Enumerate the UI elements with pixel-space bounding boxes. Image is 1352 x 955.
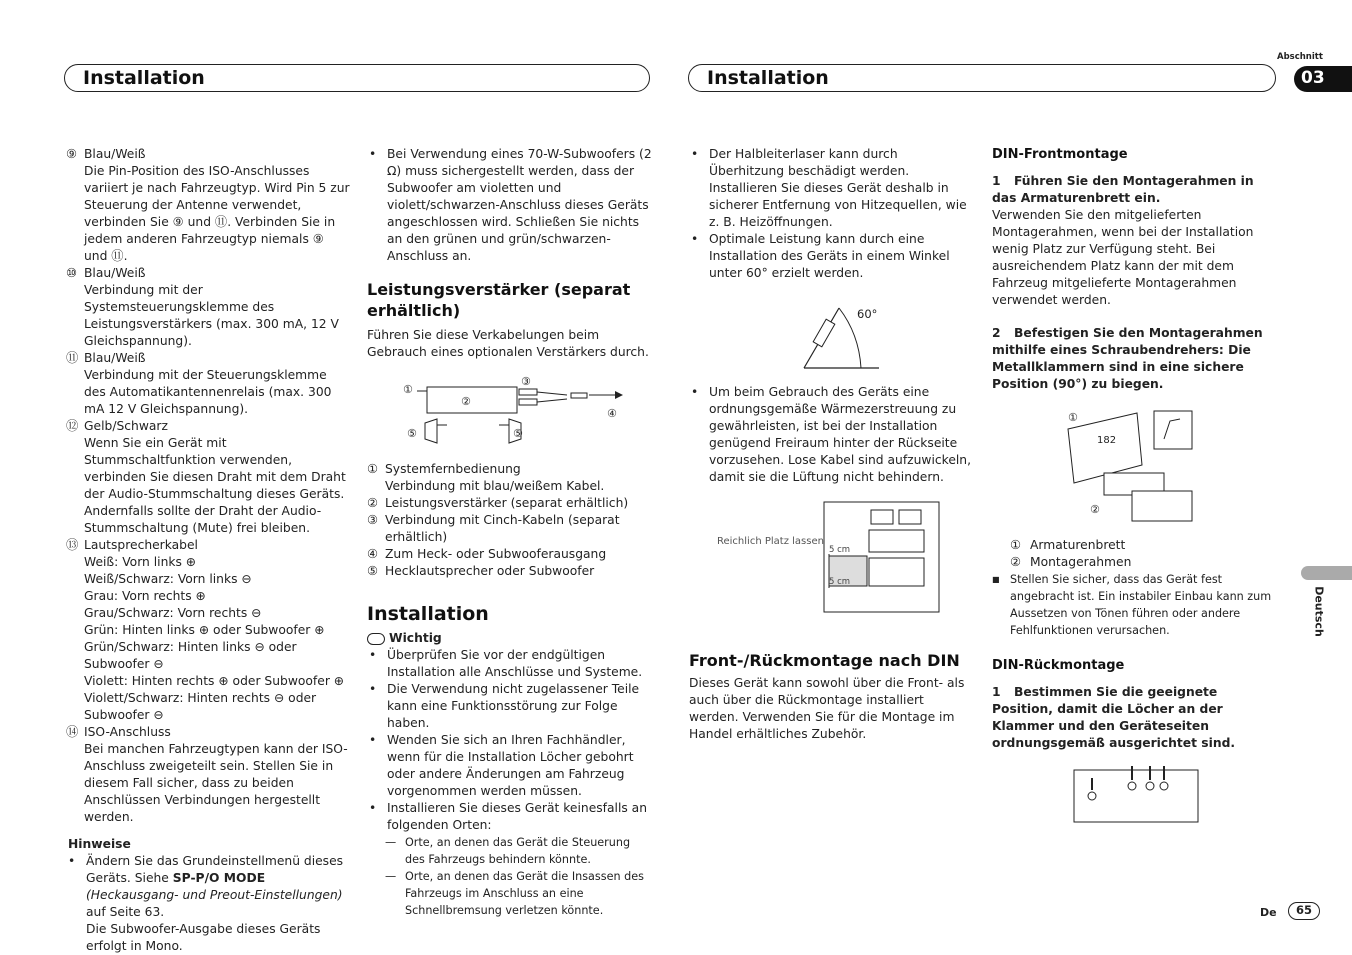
side-language-tab (1301, 566, 1352, 580)
pin-item (66, 146, 350, 265)
legend-number: ① (367, 462, 379, 476)
iso-text: Bei manchen Fahrzeugtypen kann der ISO-Anschluss zweigeteilt sein. Stellen Sie in diesem Fall sicher, dass zu beiden Anschlüssen Verbindungen hergestellt werden. (84, 742, 348, 824)
speaker-line: Violett/Schwarz: Hinten rechts ⊖ oder Subwoofer ⊖ (84, 691, 317, 722)
cm-label-1: 5 cm (829, 545, 851, 555)
right-header-bar (688, 64, 1276, 92)
front-mount-heading: DIN-Frontmontage (992, 147, 1128, 162)
important-label: Wichtig (389, 631, 442, 645)
fig-label-1: ① (1068, 411, 1078, 424)
legend-text: Leistungsverstärker (separat erhältlich) (385, 496, 629, 510)
rca-plug-1 (519, 389, 537, 395)
frame-legend-item (992, 537, 1279, 554)
speaker-left (425, 419, 437, 443)
screw-hole-2 (1128, 782, 1136, 790)
legend-item (367, 546, 652, 563)
pin-title: Gelb/Schwarz (84, 419, 168, 433)
legend-item (367, 563, 652, 580)
vent-left (871, 510, 893, 524)
unit-outline (813, 319, 835, 347)
legend-number: ⑤ (367, 564, 379, 578)
angle-diagram (689, 294, 974, 374)
column-2 (367, 146, 652, 919)
screw-hole-4 (1160, 782, 1168, 790)
rca-plug-2 (519, 399, 537, 405)
legend-item (367, 461, 652, 495)
section-number: 03 (1301, 68, 1325, 88)
install-bullet: • Wenden Sie sich an Ihren Fachhändler, wenn für die Installation Löcher gebohrt oder andere Änderungen am Fahrzeug vorgenommen werden müssen. (367, 732, 652, 800)
unit-box (1132, 491, 1192, 521)
legend-text: Hecklautsprecher oder Subwoofer (385, 564, 595, 578)
frame-legend-number: ② (1010, 555, 1022, 569)
control-strip (869, 530, 924, 552)
heat-bullet: • Um beim Gebrauch des Geräts eine ordnungsgemäße Wärmezerstreuung zu gewährleisten, ist bei der Installation genügend Freiraum hinter der Rückseite vorzusehen. Lose Kabel sind aufzuwickeln, damit sie die Lüftung nicht behindern. (689, 384, 974, 486)
frame-text: 182 (1097, 435, 1117, 446)
page-number-badge (1288, 902, 1320, 920)
speaker-cable-title: Lautsprecherkabel (84, 538, 198, 552)
section-label: Abschnitt (1277, 52, 1323, 62)
right-header-title: Installation (707, 67, 829, 89)
install-bullet: • Überprüfen Sie vor der endgültigen Installation alle Anschlüsse und Systeme. (367, 647, 652, 681)
legend-number: ④ (367, 547, 379, 561)
location-dash-item: — Orte, an denen das Gerät die Insassen des Fahrzeugs im Anschluss an eine Schnellbremsung verletzen könnte. (367, 868, 652, 919)
column-1 (66, 146, 350, 955)
pin-text: Verbindung mit der Systemsteuerungsklemme des Leistungsverstärkers (max. 300 mA, 12 V Gleichspannung). (84, 283, 339, 348)
installation-heading: Installation (367, 603, 489, 625)
column-3 (689, 146, 974, 743)
legend-number: ③ (367, 513, 379, 527)
angle-label: 60° (857, 307, 878, 321)
amp-intro: Führen Sie diese Verkabelungen beim Gebrauch eines optionalen Verstärkers durch. (367, 328, 649, 359)
pin-text: Verbindung mit der Steuerungsklemme des Automatikantennenrelais (max. 300 mA 12 V Gleichspannung). (84, 368, 332, 416)
side-language-label: Deutsch (1312, 586, 1326, 637)
pin-title: Blau/Weiß (84, 266, 146, 280)
vent-right (899, 510, 921, 524)
legend-text: Systemfernbedienung (385, 462, 521, 476)
pin-item (66, 265, 350, 350)
pin-text: Die Pin-Position des ISO-Anschlusses variiert je nach Fahrzeugtyp. Wird Pin 5 zur Steuerung der Antenne verwendet, verbinden Sie ⑨ und ⑪. Verbinden Sie in jedem anderen Fahrzeugtyp niemals ⑨ und ⑪. (84, 164, 350, 263)
mount-note: ■ Stellen Sie sicher, dass das Gerät fest angebracht ist. Ein instabiler Einbau kann zum Aussetzen von Tönen führen oder andere Fehlfunktionen verursachen. (992, 571, 1279, 639)
left-header-title: Installation (83, 67, 205, 89)
left-header-bar (64, 64, 650, 92)
step-1-text: Verwenden Sie den mitgelieferten Montagerahmen, wenn bei der Installation wenig Platz zur Verfügung steht. Bei ausreichendem Platz kann der mit dem Fahrzeug mitgelieferte Montagerahmen verwendet werden. (992, 208, 1254, 307)
speaker-cable-item: ⑬ Lautsprecherkabel Weiß: Vorn links ⊕ Weiß/Schwarz: Vorn links ⊖ Grau: Vorn rechts ⊕ Grau/Schwarz: Vorn rechts ⊖ Grün: Hinten links ⊕ oder Subwoofer ⊕ Grün/Schwarz: Hinten links ⊖ oder Subwoofer ⊖ Violett: Hinten rechts ⊕ oder Subwoofer ⊕ Violett/Schwarz: Hinten rechts ⊖ oder Subwoofer ⊖ (66, 537, 350, 724)
iso-title: ISO-Anschluss (84, 725, 171, 739)
amp-heading: Leistungsverstärker (separat erhältlich) (367, 280, 631, 320)
footer-lang: De (1260, 906, 1277, 919)
dashboard-diagram (689, 496, 974, 626)
step-2: 2 Befestigen Sie den Montagerahmen mithilfe eines Schraubendrehers: Die Metallklammern sind in eine sichere Position (90°) zu biegen. (992, 326, 1263, 391)
speaker-line: Violett: Hinten rechts ⊕ oder Subwoofer ⊕ (84, 674, 345, 688)
speaker-line: Weiß/Schwarz: Vorn links ⊖ (84, 572, 252, 586)
diagram-label-5b: ⑤ (513, 427, 523, 440)
screw-hole-3 (1146, 782, 1154, 790)
important-icon (367, 633, 385, 645)
subwoofer-bullet: • Bei Verwendung eines 70-W-Subwoofers (2 Ω) muss sichergestellt werden, dass der Subwoofer am violetten und violett/schwarzen-Anschluss dieses Geräts angeschlossen wird. Schließen Sie nichts an den grünen und grün/schwarzen-Anschluss an. (367, 146, 652, 265)
pin-item (66, 350, 350, 418)
speaker-line: Grün: Hinten links ⊕ oder Subwoofer ⊕ (84, 623, 325, 637)
diagram-label-4: ④ (607, 407, 617, 420)
frame-legend-text: Armaturenbrett (1030, 538, 1126, 552)
speaker-line: Grün/Schwarz: Hinten links ⊖ oder Subwoofer ⊖ (84, 640, 297, 671)
section-number-badge (1294, 66, 1352, 92)
rear-step-1: 1 Bestimmen Sie die geeignete Position, damit die Löcher an der Klammer und den Geräteseiten ordnungsgemäß ausgerichtet sind. (992, 685, 1236, 750)
pin-number: ⑫ (66, 419, 79, 433)
laser-bullet: • Der Halbleiterlaser kann durch Überhitzung beschädigt werden. Installieren Sie dieses Gerät deshalb in sicherer Entfernung von Hitzequellen, wie z. B. Heizöffnungen. (689, 146, 974, 231)
important-label-row (367, 630, 652, 647)
pin-number: ⑪ (66, 351, 79, 365)
fig-label-2: ② (1090, 503, 1100, 516)
legend-text: Zum Heck- oder Subwooferausgang (385, 547, 607, 561)
pin-number: ⑨ (66, 147, 78, 161)
cm-label-2: 5 cm (829, 577, 851, 587)
pin-title: Blau/Weiß (84, 147, 146, 161)
page-number: 65 (1295, 903, 1312, 917)
legend-number: ② (367, 496, 379, 510)
column-4 (992, 146, 1279, 824)
speaker-line: Grau: Vorn rechts ⊕ (84, 589, 206, 603)
install-bullet: • Die Verwendung nicht zugelassener Teile kann eine Funktionsstörung zur Folge haben. (367, 681, 652, 732)
legend-item (367, 512, 652, 546)
din-heading: Front-/Rückmontage nach DIN (689, 651, 960, 670)
radio-slot (869, 558, 924, 586)
space-label: Reichlich Platz lassen (717, 536, 824, 547)
rear-mount-diagram (992, 764, 1279, 824)
amplifier-diagram (367, 373, 637, 455)
laser-bullet: • Optimale Leistung kann durch eine Installation des Geräts in einem Winkel unter 60° erzielt werden. (689, 231, 974, 282)
frame-legend-text: Montagerahmen (1030, 555, 1132, 569)
screw-hole-1 (1088, 792, 1096, 800)
notes-title: Hinweise (68, 837, 131, 851)
legend-text: Verbindung mit Cinch-Kabeln (separat erhältlich) (385, 513, 620, 544)
diagram-label-1: ① (403, 383, 413, 396)
pin-number: ⑩ (66, 266, 78, 280)
diagram-label-2: ② (461, 395, 471, 408)
legend-subtext: Verbindung mit blau/weißem Kabel. (385, 479, 605, 493)
din-text: Dieses Gerät kann sowohl über die Front- als auch über die Rückmontage installiert werden. Verwenden Sie für die Montage im Handel erhältliches Zubehör. (689, 676, 965, 741)
amplifier-box (427, 387, 517, 413)
pin-text: Wenn Sie ein Gerät mit Stummschaltfunktion verwenden, verbinden Sie diesen Draht mit dem Draht der Audio-Stummschaltung dieses Geräts. Andernfalls sollte der Draht der Audio-Stummschaltung (Mute) frei bleiben. (84, 436, 346, 535)
step-1: 1 Führen Sie den Montagerahmen in das Armaturenbrett ein. (992, 174, 1254, 205)
rca-plug-3 (571, 393, 587, 398)
note-mode-name: SP-P/O MODE (172, 871, 266, 885)
speaker-line: Weiß: Vorn links ⊕ (84, 555, 197, 569)
diagram-label-5a: ⑤ (407, 427, 417, 440)
frame-legend-number: ① (1010, 538, 1022, 552)
front-mount-diagram (992, 401, 1279, 531)
speaker-line: Grau/Schwarz: Vorn rechts ⊖ (84, 606, 262, 620)
note-item: • Ändern Sie das Grundeinstellmenü dieses Geräts. Siehe SP-P/O MODE (Heckausgang- und Preout-Einstellungen) auf Seite 63. Die Subwoofer-Ausgabe dieses Geräts erfolgt in Mono. (66, 853, 350, 955)
location-dash-item: — Orte, an denen das Gerät die Steuerung des Fahrzeugs behindern könnte. (367, 834, 652, 868)
pin-title: Blau/Weiß (84, 351, 146, 365)
iso-item: ⑭ ISO-Anschluss Bei manchen Fahrzeugtypen kann der ISO-Anschluss zweigeteilt sein. Stellen Sie in diesem Fall sicher, dass zu beiden Anschlüssen Verbindungen hergestellt werden. (66, 724, 350, 826)
note-extra: Die Subwoofer-Ausgabe dieses Geräts erfolgt in Mono. (86, 922, 321, 953)
install-bullet: • Installieren Sie dieses Gerät keinesfalls an folgenden Orten: (367, 800, 652, 834)
rear-mount-heading: DIN-Rückmontage (992, 658, 1125, 673)
detail-inset (1154, 411, 1192, 449)
pin-item (66, 418, 350, 537)
legend-item (367, 495, 652, 512)
diagram-label-3: ③ (521, 375, 531, 388)
frame-legend-item (992, 554, 1279, 571)
